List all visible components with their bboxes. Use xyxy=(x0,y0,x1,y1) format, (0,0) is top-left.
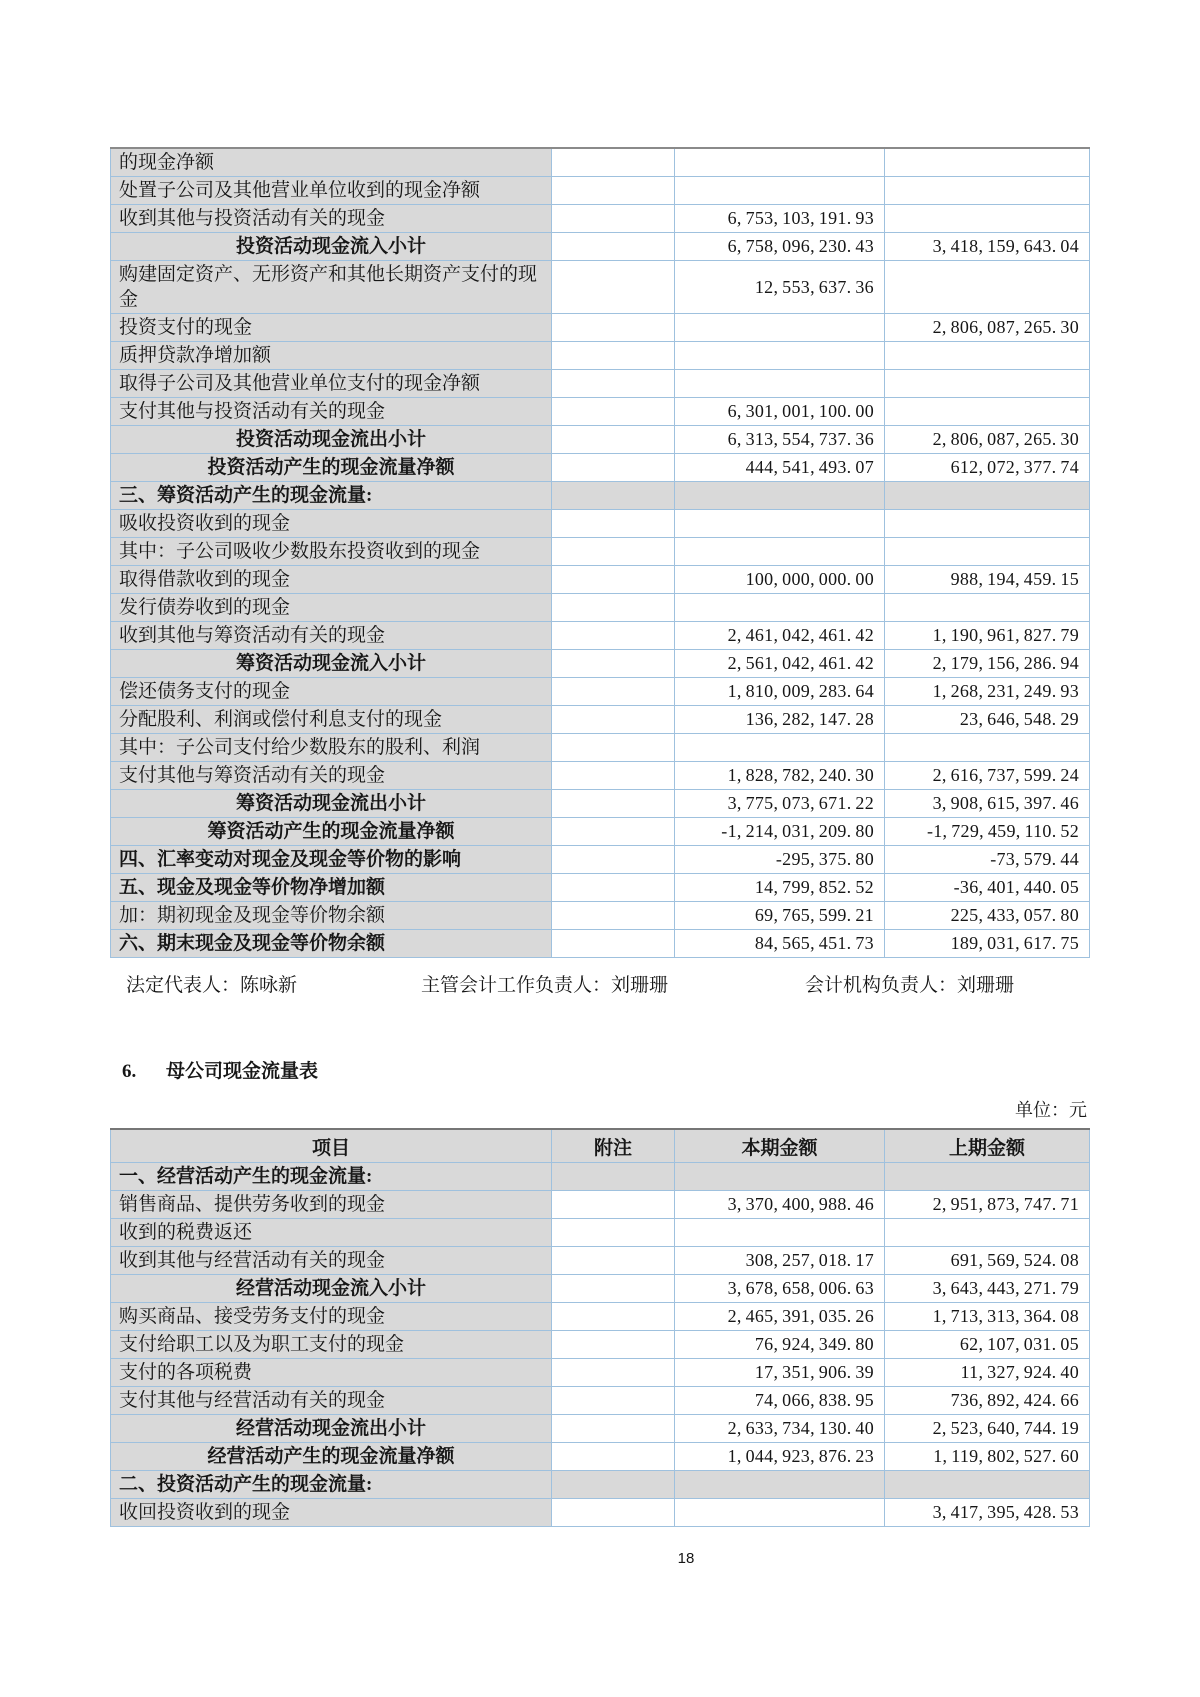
note-cell xyxy=(552,177,675,205)
table-row xyxy=(111,594,1090,622)
table-row xyxy=(111,818,1090,846)
table-row xyxy=(111,454,1090,482)
table-row xyxy=(111,734,1090,762)
item-cell: 支付其他与投资活动有关的现金 xyxy=(111,398,552,426)
table-row xyxy=(111,1303,1090,1331)
table-row xyxy=(111,398,1090,426)
legal-representative: 法定代表人：陈咏新 xyxy=(126,975,298,996)
note-cell xyxy=(552,790,675,818)
table-row xyxy=(111,1359,1090,1387)
current-amount-cell: 3, 678, 658, 006. 63 xyxy=(675,1275,885,1303)
table-row xyxy=(111,650,1090,678)
prior-amount-cell: 1, 268, 231, 249. 93 xyxy=(885,678,1090,706)
note-cell xyxy=(552,538,675,566)
current-amount-cell: 308, 257, 018. 17 xyxy=(675,1247,885,1275)
item-cell: 取得借款收到的现金 xyxy=(111,566,552,594)
table-row xyxy=(111,902,1090,930)
item-cell: 筹资活动产生的现金流量净额 xyxy=(111,818,552,846)
chief-accountant: 主管会计工作负责人：刘珊珊 xyxy=(421,975,669,996)
item-cell: 加：期初现金及现金等价物余额 xyxy=(111,902,552,930)
current-amount-cell xyxy=(675,1163,885,1191)
prior-amount-cell: 1, 713, 313, 364. 08 xyxy=(885,1303,1090,1331)
note-cell xyxy=(552,342,675,370)
current-amount-cell: 100, 000, 000. 00 xyxy=(675,566,885,594)
table-row xyxy=(111,1247,1090,1275)
note-cell xyxy=(552,650,675,678)
current-amount-cell: -295, 375. 80 xyxy=(675,846,885,874)
current-amount-cell xyxy=(675,370,885,398)
table-row xyxy=(111,1331,1090,1359)
item-cell: 收回投资收到的现金 xyxy=(111,1499,552,1527)
header-item: 项目 xyxy=(111,1129,552,1163)
item-cell: 吸收投资收到的现金 xyxy=(111,510,552,538)
item-cell: 三、筹资活动产生的现金流量: xyxy=(111,482,552,510)
item-cell: 发行债券收到的现金 xyxy=(111,594,552,622)
table-row xyxy=(111,1275,1090,1303)
item-cell: 取得子公司及其他营业单位支付的现金净额 xyxy=(111,370,552,398)
item-cell: 偿还债务支付的现金 xyxy=(111,678,552,706)
current-amount-cell xyxy=(675,342,885,370)
prior-amount-cell xyxy=(885,538,1090,566)
item-cell: 收到其他与筹资活动有关的现金 xyxy=(111,622,552,650)
table-row xyxy=(111,205,1090,233)
item-cell: 经营活动现金流出小计 xyxy=(111,1415,552,1443)
section-heading xyxy=(110,1058,1089,1086)
table-row xyxy=(111,510,1090,538)
item-cell: 其中：子公司支付给少数股东的股利、利润 xyxy=(111,734,552,762)
current-amount-cell: 17, 351, 906. 39 xyxy=(675,1359,885,1387)
item-cell: 支付其他与筹资活动有关的现金 xyxy=(111,762,552,790)
section-number: 6. xyxy=(122,1061,137,1082)
item-cell: 筹资活动现金流入小计 xyxy=(111,650,552,678)
note-cell xyxy=(552,261,675,314)
note-cell xyxy=(552,706,675,734)
note-cell xyxy=(552,1415,675,1443)
prior-amount-cell: 3, 418, 159, 643. 04 xyxy=(885,233,1090,261)
parent-table-wrap xyxy=(110,1128,1089,1527)
item-cell: 分配股利、利润或偿付利息支付的现金 xyxy=(111,706,552,734)
item-cell: 支付给职工以及为职工支付的现金 xyxy=(111,1331,552,1359)
current-amount-cell: 2, 633, 734, 130. 40 xyxy=(675,1415,885,1443)
item-cell: 五、现金及现金等价物净增加额 xyxy=(111,874,552,902)
note-cell xyxy=(552,734,675,762)
prior-amount-cell: 612, 072, 377. 74 xyxy=(885,454,1090,482)
current-amount-cell xyxy=(675,177,885,205)
note-cell xyxy=(552,846,675,874)
item-cell: 购建固定资产、无形资产和其他长期资产支付的现金 xyxy=(111,261,552,314)
item-cell: 经营活动产生的现金流量净额 xyxy=(111,1443,552,1471)
prior-amount-cell: 1, 190, 961, 827. 79 xyxy=(885,622,1090,650)
table-row xyxy=(111,1499,1090,1527)
note-cell xyxy=(552,1471,675,1499)
note-cell xyxy=(552,622,675,650)
note-cell xyxy=(552,398,675,426)
prior-amount-cell: 2, 616, 737, 599. 24 xyxy=(885,762,1090,790)
current-amount-cell: 6, 753, 103, 191. 93 xyxy=(675,205,885,233)
prior-amount-cell: 3, 908, 615, 397. 46 xyxy=(885,790,1090,818)
current-amount-cell: 12, 553, 637. 36 xyxy=(675,261,885,314)
table-row xyxy=(111,314,1090,342)
prior-amount-cell: 2, 806, 087, 265. 30 xyxy=(885,314,1090,342)
table-row xyxy=(111,846,1090,874)
prior-amount-cell xyxy=(885,1163,1090,1191)
item-cell: 二、投资活动产生的现金流量: xyxy=(111,1471,552,1499)
note-cell xyxy=(552,1303,675,1331)
current-amount-cell: 1, 044, 923, 876. 23 xyxy=(675,1443,885,1471)
prior-amount-cell: 225, 433, 057. 80 xyxy=(885,902,1090,930)
table-row xyxy=(111,370,1090,398)
current-amount-cell: 2, 561, 042, 461. 42 xyxy=(675,650,885,678)
note-cell xyxy=(552,510,675,538)
current-amount-cell: 14, 799, 852. 52 xyxy=(675,874,885,902)
current-amount-cell: 76, 924, 349. 80 xyxy=(675,1331,885,1359)
prior-amount-cell: 11, 327, 924. 40 xyxy=(885,1359,1090,1387)
note-cell xyxy=(552,1191,675,1219)
table-row xyxy=(111,1415,1090,1443)
table-row xyxy=(111,538,1090,566)
table-row xyxy=(111,678,1090,706)
prior-amount-cell: 736, 892, 424. 66 xyxy=(885,1387,1090,1415)
current-amount-cell: 2, 461, 042, 461. 42 xyxy=(675,622,885,650)
table-row xyxy=(111,790,1090,818)
table-row xyxy=(111,148,1090,177)
current-amount-cell xyxy=(675,314,885,342)
note-cell xyxy=(552,566,675,594)
note-cell xyxy=(552,148,675,177)
prior-amount-cell: 189, 031, 617. 75 xyxy=(885,930,1090,958)
item-cell: 支付其他与经营活动有关的现金 xyxy=(111,1387,552,1415)
current-amount-cell xyxy=(675,148,885,177)
table-body xyxy=(111,1163,1090,1527)
prior-amount-cell xyxy=(885,342,1090,370)
unit-label: 单位：元 xyxy=(1015,1100,1087,1120)
table-row xyxy=(111,1163,1090,1191)
table-row xyxy=(111,622,1090,650)
prior-amount-cell xyxy=(885,177,1090,205)
header-current-amount: 本期金额 xyxy=(675,1129,885,1163)
current-amount-cell xyxy=(675,1499,885,1527)
current-amount-cell xyxy=(675,482,885,510)
current-amount-cell xyxy=(675,538,885,566)
prior-amount-cell: -73, 579. 44 xyxy=(885,846,1090,874)
table-row xyxy=(111,874,1090,902)
prior-amount-cell: 2, 806, 087, 265. 30 xyxy=(885,426,1090,454)
table-row xyxy=(111,762,1090,790)
note-cell xyxy=(552,205,675,233)
header-note: 附注 xyxy=(552,1129,675,1163)
prior-amount-cell: 3, 643, 443, 271. 79 xyxy=(885,1275,1090,1303)
item-cell: 的现金净额 xyxy=(111,148,552,177)
item-cell: 投资活动现金流入小计 xyxy=(111,233,552,261)
signatories xyxy=(110,970,1089,1000)
prior-amount-cell xyxy=(885,370,1090,398)
note-cell xyxy=(552,902,675,930)
current-amount-cell: 1, 810, 009, 283. 64 xyxy=(675,678,885,706)
note-cell xyxy=(552,314,675,342)
consolidated-cash-flow-table-continued xyxy=(110,147,1090,958)
current-amount-cell: 74, 066, 838. 95 xyxy=(675,1387,885,1415)
current-amount-cell xyxy=(675,1471,885,1499)
table-row xyxy=(111,706,1090,734)
note-cell xyxy=(552,454,675,482)
current-amount-cell: -1, 214, 031, 209. 80 xyxy=(675,818,885,846)
note-cell xyxy=(552,1247,675,1275)
table-row xyxy=(111,233,1090,261)
prior-amount-cell: -36, 401, 440. 05 xyxy=(885,874,1090,902)
current-amount-cell: 3, 775, 073, 671. 22 xyxy=(675,790,885,818)
table-row xyxy=(111,1219,1090,1247)
item-cell: 投资活动产生的现金流量净额 xyxy=(111,454,552,482)
note-cell xyxy=(552,482,675,510)
prior-amount-cell: 2, 523, 640, 744. 19 xyxy=(885,1415,1090,1443)
item-cell: 处置子公司及其他营业单位收到的现金净额 xyxy=(111,177,552,205)
current-amount-cell: 136, 282, 147. 28 xyxy=(675,706,885,734)
prior-amount-cell xyxy=(885,1219,1090,1247)
current-amount-cell: 84, 565, 451. 73 xyxy=(675,930,885,958)
page-number: 18 xyxy=(677,1550,695,1567)
item-cell: 收到的税费返还 xyxy=(111,1219,552,1247)
current-amount-cell xyxy=(675,1219,885,1247)
item-cell: 一、经营活动产生的现金流量: xyxy=(111,1163,552,1191)
prior-amount-cell xyxy=(885,482,1090,510)
prior-amount-cell xyxy=(885,261,1090,314)
current-amount-cell: 444, 541, 493. 07 xyxy=(675,454,885,482)
prior-amount-cell xyxy=(885,594,1090,622)
prior-amount-cell: 1, 119, 802, 527. 60 xyxy=(885,1443,1090,1471)
current-amount-cell xyxy=(675,594,885,622)
table-row xyxy=(111,342,1090,370)
note-cell xyxy=(552,1359,675,1387)
note-cell xyxy=(552,1443,675,1471)
table-row xyxy=(111,1471,1090,1499)
item-cell: 支付的各项税费 xyxy=(111,1359,552,1387)
table-row xyxy=(111,426,1090,454)
note-cell xyxy=(552,1499,675,1527)
table-body xyxy=(111,148,1090,958)
item-cell: 经营活动现金流入小计 xyxy=(111,1275,552,1303)
item-cell: 其中：子公司吸收少数股东投资收到的现金 xyxy=(111,538,552,566)
item-cell: 购买商品、接受劳务支付的现金 xyxy=(111,1303,552,1331)
current-amount-cell xyxy=(675,510,885,538)
prior-amount-cell: -1, 729, 459, 110. 52 xyxy=(885,818,1090,846)
table-row xyxy=(111,1443,1090,1471)
prior-amount-cell xyxy=(885,510,1090,538)
table-row xyxy=(111,261,1090,314)
table-row xyxy=(111,1387,1090,1415)
note-cell xyxy=(552,762,675,790)
prior-amount-cell: 2, 179, 156, 286. 94 xyxy=(885,650,1090,678)
prior-amount-cell: 3, 417, 395, 428. 53 xyxy=(885,1499,1090,1527)
note-cell xyxy=(552,818,675,846)
current-amount-cell: 3, 370, 400, 988. 46 xyxy=(675,1191,885,1219)
prior-amount-cell: 23, 646, 548. 29 xyxy=(885,706,1090,734)
prior-amount-cell: 691, 569, 524. 08 xyxy=(885,1247,1090,1275)
parent-company-cash-flow-table xyxy=(110,1128,1090,1527)
table-row xyxy=(111,1191,1090,1219)
table-row xyxy=(111,482,1090,510)
item-cell: 四、汇率变动对现金及现金等价物的影响 xyxy=(111,846,552,874)
header-row xyxy=(111,1129,1090,1163)
current-amount-cell: 6, 301, 001, 100. 00 xyxy=(675,398,885,426)
item-cell: 六、期末现金及现金等价物余额 xyxy=(111,930,552,958)
current-amount-cell: 1, 828, 782, 240. 30 xyxy=(675,762,885,790)
prior-amount-cell: 988, 194, 459. 15 xyxy=(885,566,1090,594)
note-cell xyxy=(552,1275,675,1303)
note-cell xyxy=(552,874,675,902)
prior-amount-cell xyxy=(885,1471,1090,1499)
item-cell: 收到其他与投资活动有关的现金 xyxy=(111,205,552,233)
note-cell xyxy=(552,233,675,261)
accounting-head: 会计机构负责人：刘珊珊 xyxy=(805,975,1015,996)
prior-amount-cell xyxy=(885,734,1090,762)
note-cell xyxy=(552,678,675,706)
note-cell xyxy=(552,1219,675,1247)
page-content xyxy=(110,147,1089,1527)
note-cell xyxy=(552,426,675,454)
current-amount-cell xyxy=(675,734,885,762)
table-row xyxy=(111,177,1090,205)
current-amount-cell: 6, 758, 096, 230. 43 xyxy=(675,233,885,261)
header-prior-amount: 上期金额 xyxy=(885,1129,1090,1163)
note-cell xyxy=(552,594,675,622)
item-cell: 投资支付的现金 xyxy=(111,314,552,342)
item-cell: 销售商品、提供劳务收到的现金 xyxy=(111,1191,552,1219)
prior-amount-cell xyxy=(885,398,1090,426)
item-cell: 收到其他与经营活动有关的现金 xyxy=(111,1247,552,1275)
note-cell xyxy=(552,930,675,958)
item-cell: 投资活动现金流出小计 xyxy=(111,426,552,454)
section-title: 母公司现金流量表 xyxy=(166,1061,319,1082)
current-amount-cell: 2, 465, 391, 035. 26 xyxy=(675,1303,885,1331)
note-cell xyxy=(552,1163,675,1191)
table-row xyxy=(111,930,1090,958)
current-amount-cell: 69, 765, 599. 21 xyxy=(675,902,885,930)
item-cell: 筹资活动现金流出小计 xyxy=(111,790,552,818)
note-cell xyxy=(552,1387,675,1415)
item-cell: 质押贷款净增加额 xyxy=(111,342,552,370)
note-cell xyxy=(552,370,675,398)
note-cell xyxy=(552,1331,675,1359)
current-amount-cell: 6, 313, 554, 737. 36 xyxy=(675,426,885,454)
prior-amount-cell: 2, 951, 873, 747. 71 xyxy=(885,1191,1090,1219)
prior-amount-cell xyxy=(885,205,1090,233)
table-row xyxy=(111,566,1090,594)
prior-amount-cell xyxy=(885,148,1090,177)
prior-amount-cell: 62, 107, 031. 05 xyxy=(885,1331,1090,1359)
